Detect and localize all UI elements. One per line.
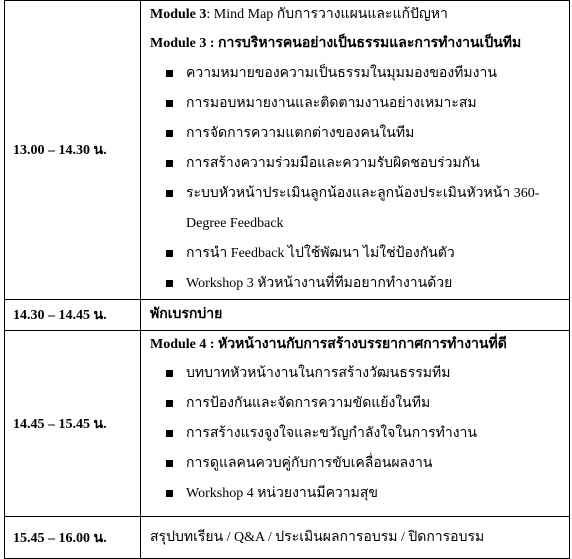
list-item-text: Workshop 3 หัวหน้างานที่ทีมอยากทำงานด้วย — [186, 276, 453, 291]
time-cell: 14.30 – 14.45 น. — [5, 300, 141, 331]
content-cell — [141, 331, 570, 517]
list-item — [150, 149, 565, 179]
closing-text: สรุปบทเรียน / Q&A / ประเมินผลการอบรม / ปิดการอบรม — [150, 530, 485, 545]
list-item — [150, 389, 565, 419]
bullet-icon — [166, 460, 173, 467]
bullet-icon — [166, 130, 173, 137]
list-item — [150, 119, 565, 149]
bullet-icon — [166, 400, 173, 407]
list-item-text: การนำ Feedback ไปใช้พัฒนา ไม่ใช่ป้องกันตัว — [186, 246, 455, 261]
list-item-continuation — [150, 209, 565, 239]
list-item — [150, 239, 565, 269]
list-item-text: การมอบหมายงานและติดตามงานอย่างเหมาะสม — [186, 96, 477, 111]
table-row — [5, 331, 570, 517]
table-row — [5, 300, 570, 331]
list-item — [150, 179, 565, 209]
list-item — [150, 359, 565, 389]
time-cell: 14.45 – 15.45 น. — [5, 331, 141, 517]
bullet-icon — [166, 250, 173, 257]
list-item-text: การดูแลคนควบคู่กับการขับเคลื่อนผลงาน — [186, 456, 433, 471]
bullet-icon — [166, 160, 173, 167]
list-item-text: การสร้างแรงจูงใจและขวัญกำลังใจในการทำงาน — [186, 426, 477, 441]
module-title: : Mind Map กับการวางแผนและแก้ปัญหา — [206, 7, 448, 22]
list-item-text: การจัดการความแตกต่างของคนในทีม — [186, 126, 415, 141]
list-item-text: การป้องกันและจัดการความขัดแย้งในทีม — [186, 396, 431, 411]
content-cell — [141, 1, 570, 300]
table-row — [5, 1, 570, 300]
table-row — [5, 517, 570, 559]
list-item — [150, 419, 565, 449]
bullet-icon — [166, 490, 173, 497]
list-item — [150, 269, 565, 299]
list-item-text: Workshop 4 หน่วยงานมีความสุข — [186, 486, 378, 501]
time-cell: 15.45 – 16.00 น. — [5, 517, 141, 559]
bullet-icon — [166, 370, 173, 377]
list-item — [150, 59, 565, 89]
module-3-heading: Module 3 : การบริหารคนอย่างเป็นธรรมและการทำงานเป็นทีม — [150, 36, 522, 51]
content-cell — [141, 517, 570, 559]
bullet-icon — [166, 100, 173, 107]
bullet-icon — [166, 430, 173, 437]
module-4-heading: Module 4 : หัวหน้างานกับการสร้างบรรยากาศการทำงานที่ดี — [150, 337, 507, 352]
module-label: Module 3 — [150, 7, 207, 22]
time-cell: 13.00 – 14.30 น. — [5, 1, 141, 300]
agenda-table — [4, 0, 570, 559]
list-item-text: ระบบหัวหน้าประเมินลูกน้องและลูกน้องประเมินหัวหน้า 360- — [186, 186, 540, 201]
list-item — [150, 449, 565, 479]
bullet-icon — [166, 70, 173, 77]
content-cell — [141, 300, 570, 331]
bullet-icon — [166, 280, 173, 287]
bullet-icon — [166, 190, 173, 197]
list-item — [150, 89, 565, 119]
list-item-text: บทบาทหัวหน้างานในการสร้างวัฒนธรรมทีม — [186, 366, 451, 381]
list-item-text: การสร้างความร่วมมือและความรับผิดชอบร่วมกัน — [186, 156, 480, 171]
module-3-mindmap-line — [150, 1, 565, 29]
list-item — [150, 479, 565, 509]
list-item-text: ความหมายของความเป็นธรรมในมุมมองของทีมงาน — [186, 66, 497, 81]
break-label: พักเบรกบ่าย — [150, 307, 223, 322]
list-item-text: Degree Feedback — [186, 216, 284, 231]
